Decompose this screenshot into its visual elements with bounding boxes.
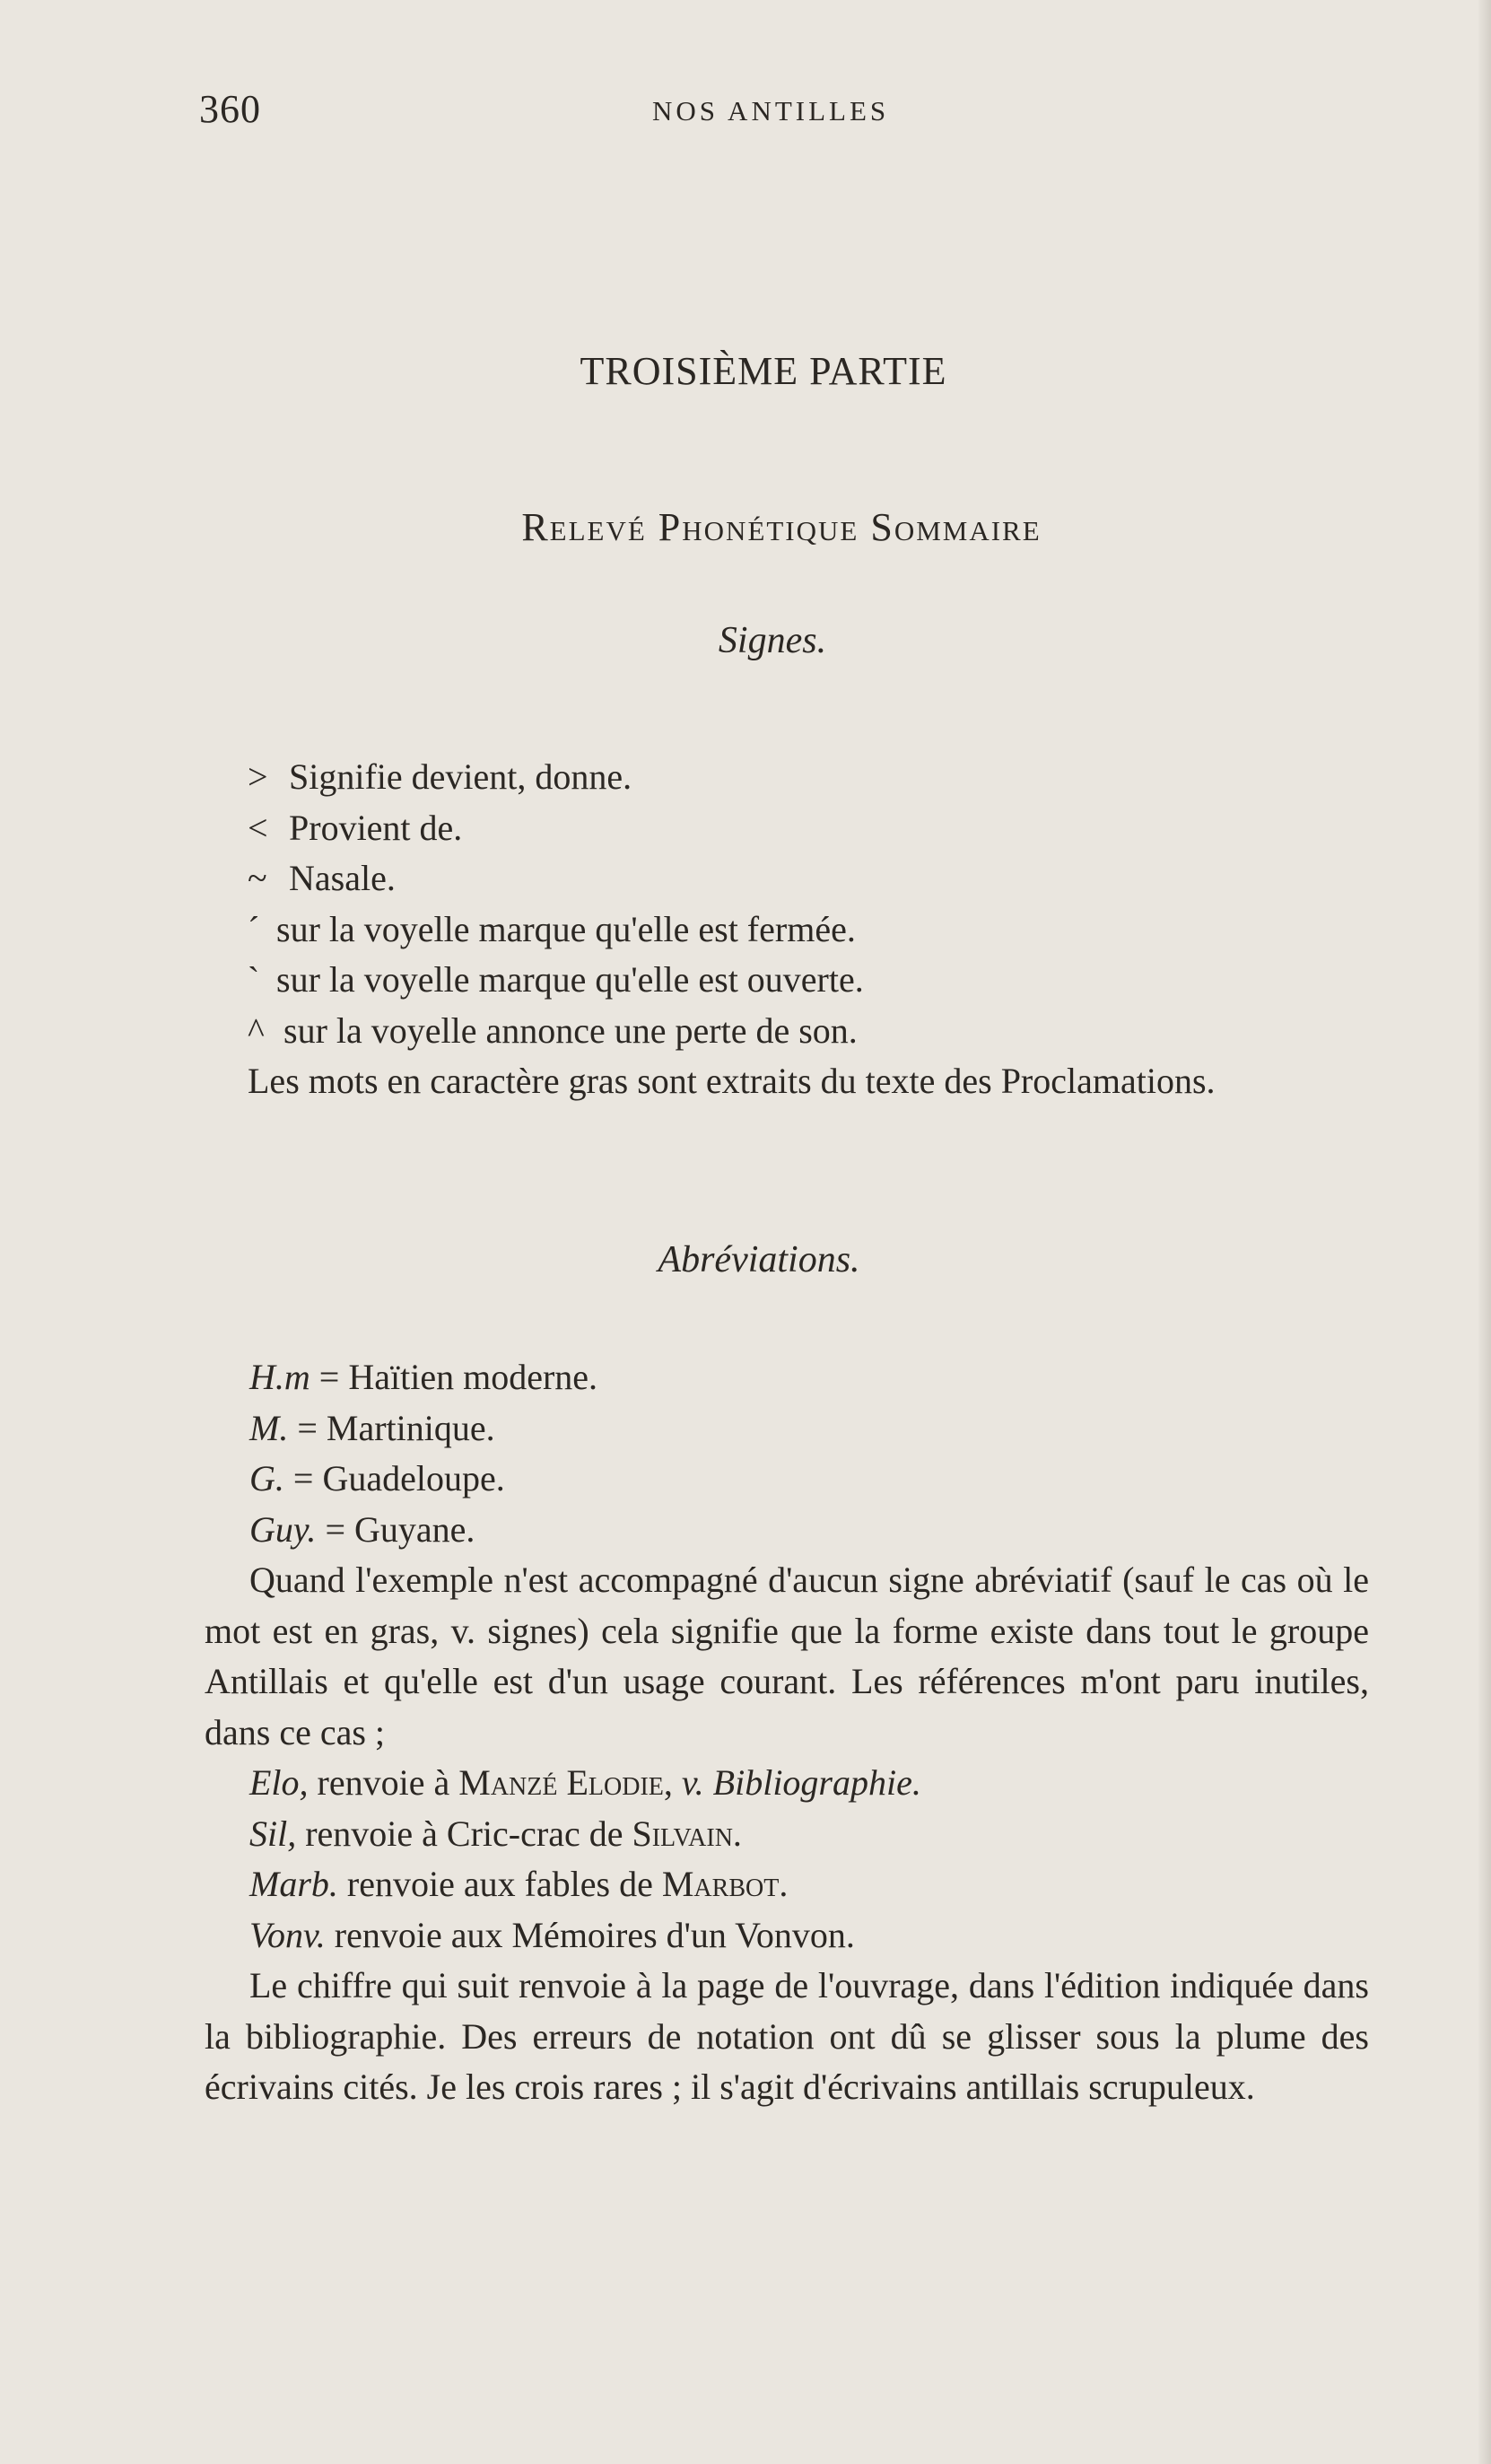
sign-item — [205, 904, 1369, 956]
sign-item — [205, 752, 1369, 803]
closing-paragraph: Le chiffre qui suit renvoie à la page de l'ouvrage, dans l'édition indiquée dans la bibliographie. Des erreurs de notation ont dû se glisser sous la plume des écrivains cités. Je les crois rares ; il s'agit d'écrivains antillais scrupuleux. — [205, 1965, 1369, 2107]
abbreviation-text: = Haïtien moderne. — [318, 1357, 598, 1397]
abbreviations-paragraph: Quand l'exemple n'est accompagné d'aucun signe abréviatif (sauf le cas où le mot est en gras, v. signes) cela signifie que la forme existe dans tout le groupe Antillais et qu'elle est d'un usage courant. Les références m'ont paru inutiles, dans ce cas ; — [205, 1560, 1369, 1752]
sign-item — [205, 803, 1369, 854]
abbreviation-code: Guy. — [249, 1508, 317, 1550]
sign-symbol: ` — [248, 959, 260, 1000]
part-title: TROISIÈME PARTIE — [580, 349, 947, 393]
abbreviation-code: G. — [249, 1458, 284, 1498]
sign-symbol: > — [248, 756, 268, 797]
running-title: NOS ANTILLES — [652, 95, 890, 127]
section-title: Relevé Phonétique Sommaire — [521, 505, 1042, 549]
abbreviation-item — [205, 1454, 1369, 1505]
reference-source: Silvain. — [632, 1813, 742, 1854]
reference-text: renvoie aux Mémoires d'un Vonvon. — [334, 1914, 855, 1955]
reference-note: v. Bibliographie. — [681, 1762, 921, 1803]
abbreviation-code: H.m — [249, 1357, 310, 1397]
sign-text: sur la voyelle marque qu'elle est ouverte. — [276, 959, 864, 1000]
abbreviation-item — [205, 1505, 1369, 1556]
sign-item — [205, 853, 1369, 904]
abbreviations-heading: Abréviations. — [658, 1239, 860, 1280]
reference-item — [205, 1859, 1369, 1910]
abbreviation-code: M. — [249, 1407, 289, 1448]
sign-text: Provient de. — [289, 807, 463, 848]
reference-source: Manzé Elodie, — [458, 1762, 673, 1803]
reference-code: Vonv. — [249, 1914, 326, 1955]
abbreviation-text: = Martinique. — [297, 1407, 495, 1448]
abbreviation-text: = Guadeloupe. — [292, 1458, 505, 1498]
sign-item — [205, 1006, 1369, 1057]
reference-text: renvoie aux fables de — [346, 1864, 653, 1904]
sign-text: Nasale. — [289, 858, 396, 898]
abbreviations-list — [205, 1352, 1369, 2113]
sign-item — [205, 955, 1369, 1006]
reference-text: renvoie à Cric-crac de — [305, 1813, 623, 1854]
abbreviation-text: = Guyane. — [325, 1508, 475, 1550]
reference-code: Sil, — [249, 1813, 297, 1854]
running-header — [199, 86, 1365, 140]
sign-symbol: < — [248, 807, 268, 848]
sign-symbol: ~ — [248, 858, 267, 898]
sign-text: sur la voyelle marque qu'elle est fermée. — [276, 908, 856, 949]
signes-list — [205, 752, 1369, 1107]
page-number: 360 — [199, 87, 261, 131]
signes-heading: Signes. — [718, 620, 827, 661]
reference-item — [205, 1758, 1369, 1809]
reference-source: Marbot. — [661, 1864, 789, 1904]
reference-item — [205, 1910, 1369, 1962]
abbreviation-item — [205, 1352, 1369, 1403]
sign-symbol: ^ — [248, 1009, 265, 1051]
signes-note: Les mots en caractère gras sont extraits du texte des Proclamations. — [248, 1061, 1216, 1101]
abbreviation-item — [205, 1403, 1369, 1455]
reference-code: Elo, — [249, 1762, 309, 1803]
sign-symbol: ´ — [248, 908, 260, 949]
reference-code: Marb. — [249, 1864, 338, 1904]
sign-text: Signifie devient, donne. — [289, 756, 632, 797]
sign-text: sur la voyelle annonce une perte de son. — [283, 1009, 858, 1051]
reference-text: renvoie à — [317, 1762, 450, 1803]
reference-item — [205, 1809, 1369, 1860]
